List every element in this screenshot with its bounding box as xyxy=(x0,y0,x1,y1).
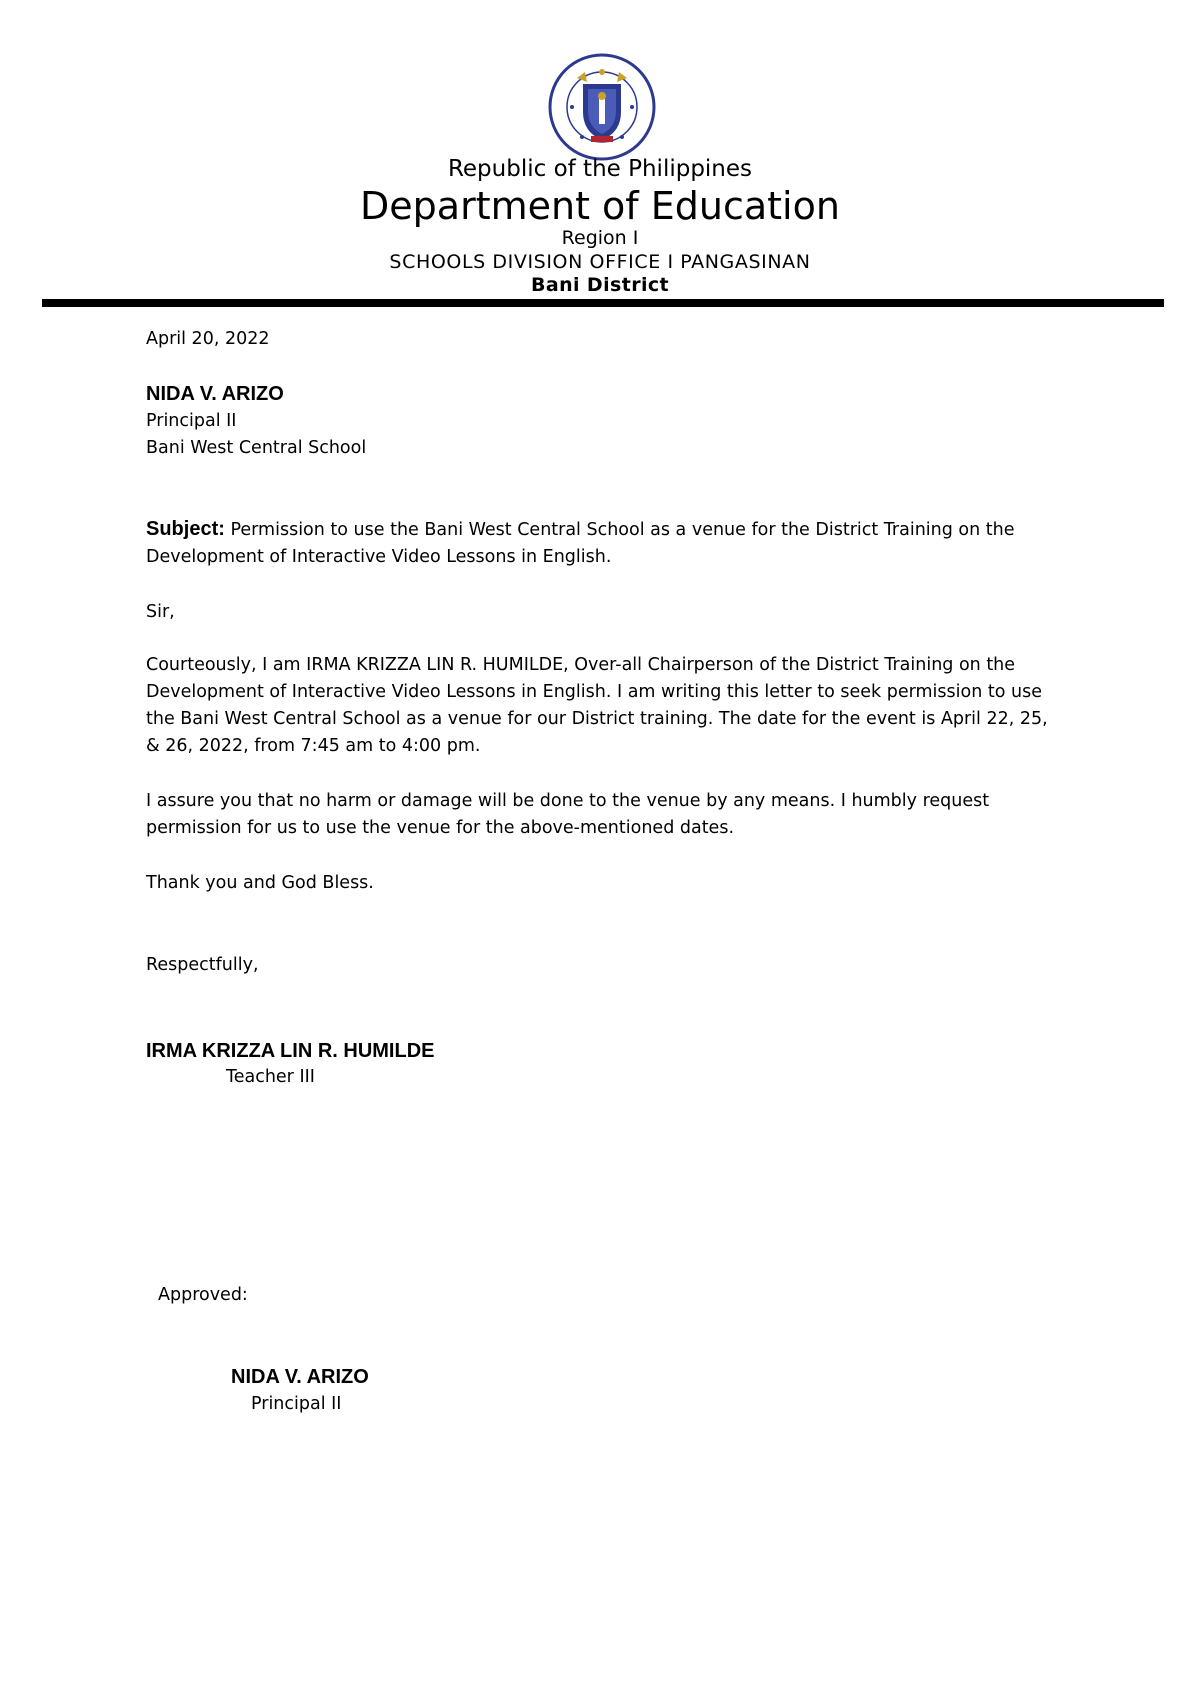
body-paragraph-2: I assure you that no harm or damage will be done to the venue by any means. I humbly request permission for us to use the venue for the above-mentioned dates. xyxy=(146,791,990,838)
subject-line xyxy=(146,516,1066,571)
recipient-school: Bani West Central School xyxy=(146,438,367,458)
header-republic: Republic of the Philippines xyxy=(447,156,753,182)
subject-label: Subject: xyxy=(146,518,225,540)
approved-label: Approved: xyxy=(158,1285,248,1305)
closing-respectfully: Respectfully, xyxy=(146,955,259,975)
body-paragraph-1: Courteously, I am IRMA KRIZZA LIN R. HUMILDE, Over-all Chairperson of the District Training on the Development of Interactive Video Lessons in English. I am writing this letter to seek permission to use the Bani West Central School as a venue for our District training. The date for the event is April 22, 25, & 26, 2022, from 7:45 am to 4:00 pm. xyxy=(146,655,1048,756)
header-divider xyxy=(42,299,1164,307)
header-district: Bani District xyxy=(530,274,670,296)
subject-text: Permission to use the Bani West Central School as a venue for the District Training on the Development of Interactive Video Lessons in English. xyxy=(146,520,1015,567)
header-department: Department of Education xyxy=(360,184,840,228)
sender-name: IRMA KRIZZA LIN R. HUMILDE xyxy=(146,1040,435,1062)
header-division: SCHOOLS DIVISION OFFICE I PANGASINAN xyxy=(389,251,811,273)
salutation: Sir, xyxy=(146,602,175,622)
closing-thanks: Thank you and God Bless. xyxy=(146,873,374,893)
header-region: Region I xyxy=(561,227,639,249)
recipient-name: NIDA V. ARIZO xyxy=(146,383,284,405)
letter-date: April 20, 2022 xyxy=(146,329,270,349)
sender-title: Teacher III xyxy=(226,1067,315,1087)
recipient-title: Principal II xyxy=(146,411,237,431)
deped-seal-icon xyxy=(547,52,657,162)
approver-name: NIDA V. ARIZO xyxy=(231,1366,369,1388)
approver-title: Principal II xyxy=(251,1394,342,1414)
